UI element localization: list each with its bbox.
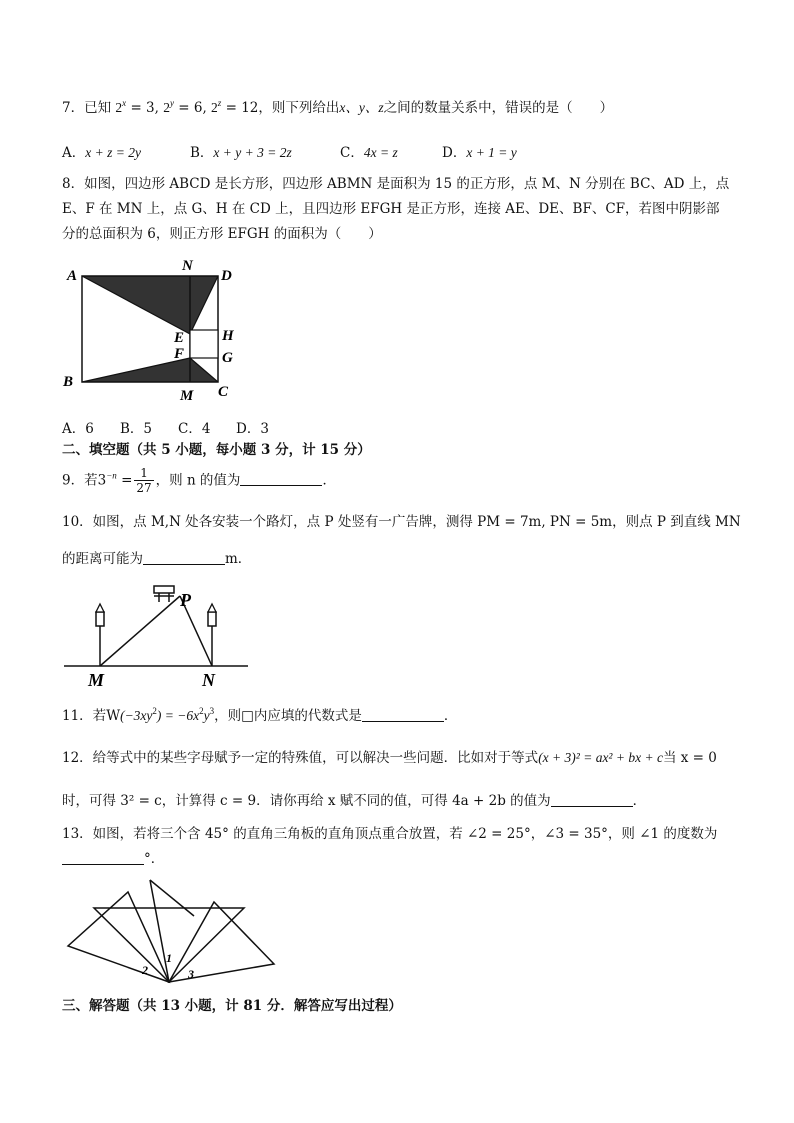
q10-label-p: P <box>180 590 191 610</box>
q13-label-1: 1 <box>166 951 172 965</box>
q8-label-c: C <box>218 384 229 400</box>
q10-line2: 的距离可能为 m． <box>62 551 252 567</box>
q9-fraction: $\frac{1}{27}$ <box>136 466 152 496</box>
q7-option-d: D．x + 1 = y <box>442 145 517 161</box>
q13-line1: 13．如图，若将三个含 45° 的直角三角板的直角顶点重合放置，若 ∠2 = 25°，∠3 = 35°，则 ∠1 的度数为 <box>62 826 718 842</box>
q8-shade-top <box>82 276 218 334</box>
q7-option-a: A．x + z = 2y <box>62 145 141 161</box>
q7-option-c: C．4x = z <box>340 145 398 161</box>
q7-option-b: B．x + y + 3 = 2z <box>190 145 292 161</box>
q11-answer-blank[interactable] <box>362 709 444 722</box>
q10-answer-blank[interactable] <box>143 552 225 565</box>
q9-stem: 9．若$3^{-n}$ = $\frac{1}{27}$ ，则 n 的值为 ． <box>62 466 336 496</box>
q13-line2: °． <box>62 851 164 867</box>
q8-label-b: B <box>63 374 74 390</box>
q10-figure <box>62 582 252 692</box>
q11-stem: 11．若$W(-3xy^2) = -6x^2y^3$，则□内应填的代数式是 ． <box>62 706 458 724</box>
q10-billboard <box>154 586 174 593</box>
q10-label-m: M <box>88 670 105 690</box>
q10-label-n: N <box>202 670 215 690</box>
section3-heading: 三、解答题（共 13 小题，计 81 分．解答应写出过程） <box>62 998 402 1014</box>
q8-option-c: C．4 <box>178 421 211 437</box>
q13-figure <box>64 876 280 992</box>
q8-option-d: D．3 <box>236 421 269 437</box>
q12-line1: 12．给等式中的某些字母赋予一定的特殊值，可以解决一些问题．比如对于等式(x + 3)² = ax² + bx + c当 x = 0 <box>62 750 717 766</box>
q8-label-h: H <box>222 328 234 344</box>
q13-label-2: 2 <box>142 963 148 977</box>
q8-label-e: E <box>174 330 185 346</box>
q12-line2: 时，可得 3² = c，计算得 c = 9．请你再给 x 赋不同的值，可得 4a + 2b 的值为 ． <box>62 793 647 809</box>
q8-label-n: N <box>182 258 193 274</box>
q8-label-d: D <box>221 268 232 284</box>
q12-answer-blank[interactable] <box>551 794 633 807</box>
q8-figure <box>60 258 240 404</box>
section2-heading: 二、填空题（共 5 小题，每小题 3 分，计 15 分） <box>62 442 371 458</box>
q13-triangle-left <box>68 892 169 982</box>
q8-line2: E、F 在 MN 上，点 G、H 在 CD 上，且四边形 EFGH 是正方形，连接 AE、DE、BF、CF，若图中阴影部 <box>62 201 720 217</box>
q10-segment-pm <box>100 596 180 666</box>
q9-answer-blank[interactable] <box>240 473 322 486</box>
q13-triangle-middle <box>94 908 244 982</box>
q8-square-efgh <box>190 330 218 358</box>
q10-lamp-m <box>96 612 104 626</box>
q10-line1: 10．如图，点 M,N 处各安装一个路灯，点 P 处竖有一广告牌，测得 PM = 7m, PN = 5m，则点 P 到直线 MN <box>62 514 741 530</box>
q10-lamp-n <box>208 612 216 626</box>
q8-line1: 8．如图，四边形 ABCD 是长方形，四边形 ABMN 是面积为 15 的正方形，点 M、N 分别在 BC、AD 上，点 <box>62 176 730 192</box>
q8-label-m: M <box>180 388 194 404</box>
q13-answer-blank[interactable] <box>62 852 144 865</box>
q8-line3: 分的总面积为 6，则正方形 EFGH 的面积为（ ） <box>62 226 382 242</box>
q13-triangle-right <box>169 902 274 982</box>
q8-label-f: F <box>174 346 185 362</box>
q8-option-a: A．6 <box>62 421 94 437</box>
q8-option-b: B．5 <box>120 421 153 437</box>
q8-shade-bottom <box>82 358 218 382</box>
q7-stem: 7．已知 2$^x$ = 3, 2$^y$ = 6, 2$^z$ = 12，则下列给出x、y、z之间的数量关系中，错误的是（ ） <box>62 98 614 116</box>
q8-label-g: G <box>222 350 233 366</box>
q13-label-3: 3 <box>188 967 194 981</box>
q8-label-a: A <box>67 268 78 284</box>
